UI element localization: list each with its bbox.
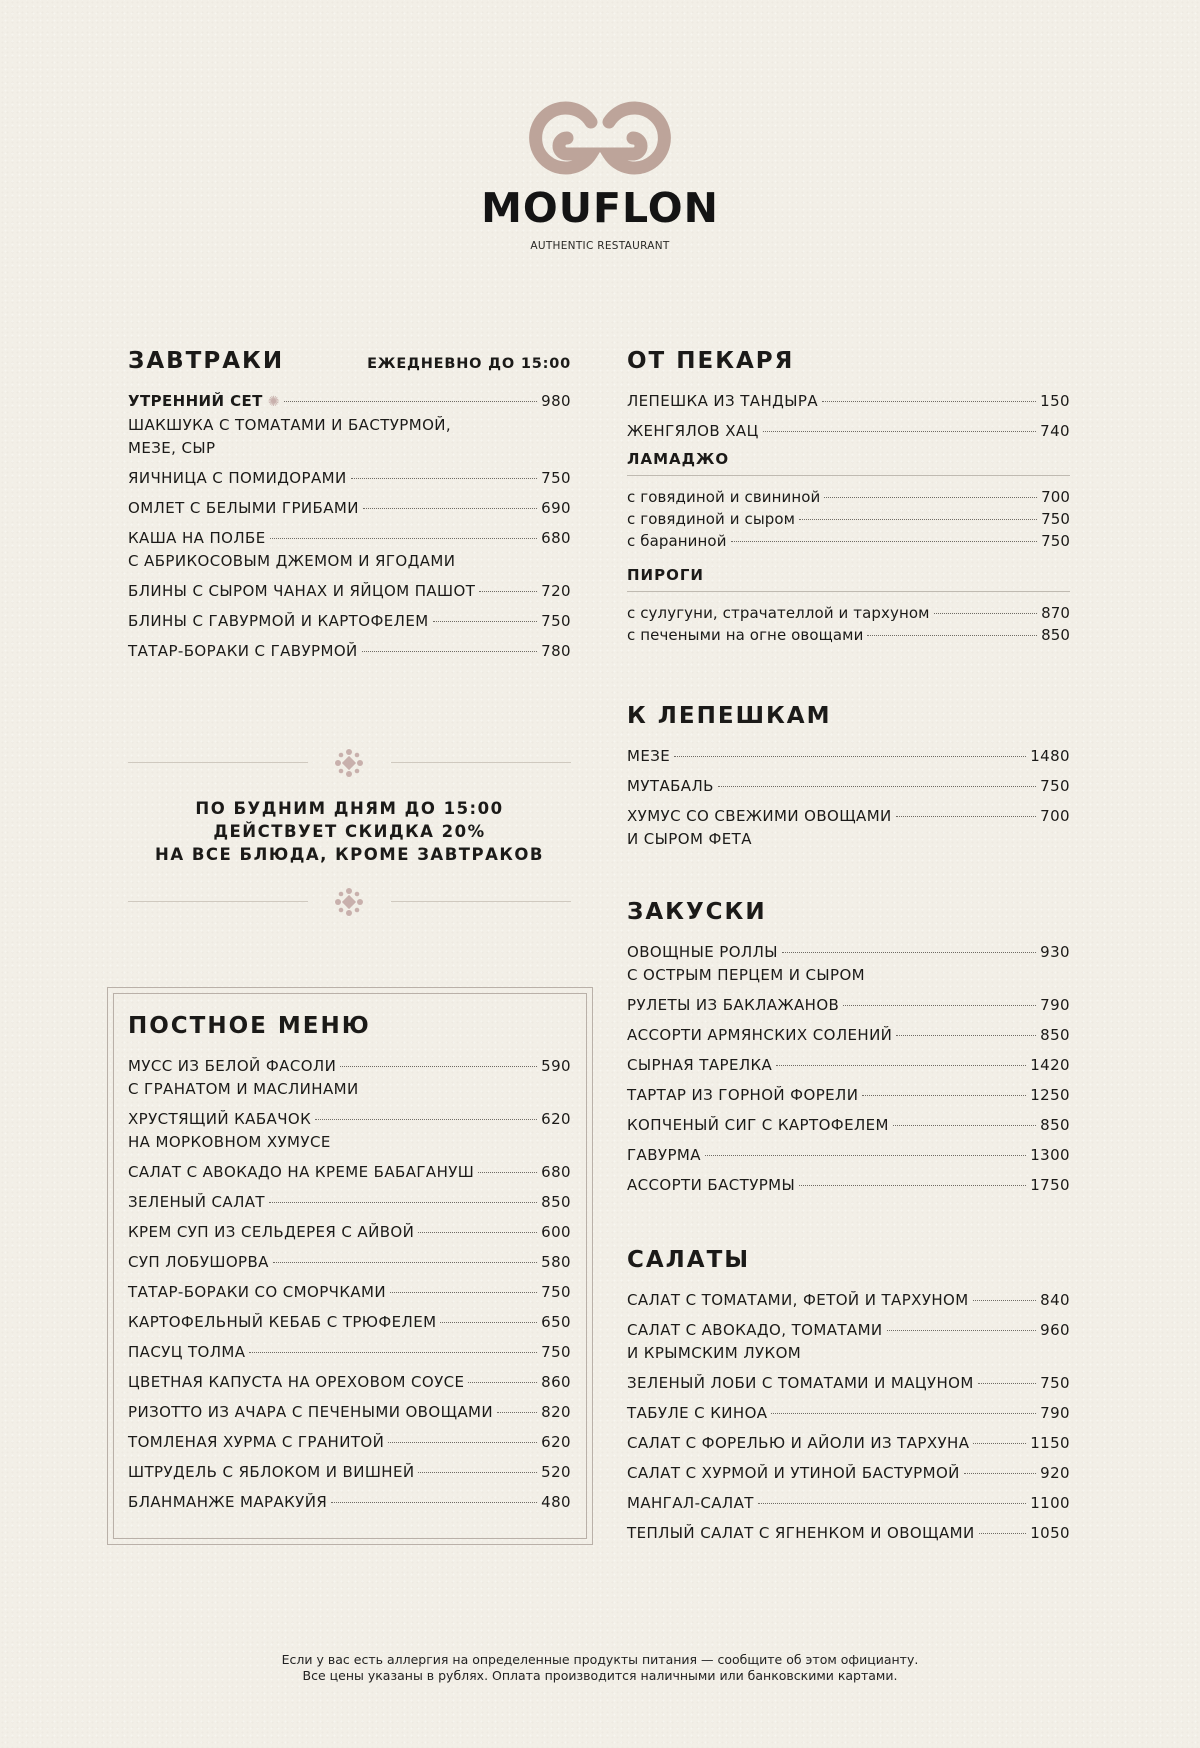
menu-item: [128, 1281, 571, 1304]
item-name: САЛАТ С ХУРМОЙ И УТИНОЙ БАСТУРМОЙ: [627, 1464, 960, 1482]
leader-dots: [964, 1473, 1036, 1474]
item-price: 980: [541, 392, 571, 410]
menu-item: [627, 1462, 1070, 1485]
item-name: МУТАБАЛЬ: [627, 777, 714, 795]
item-price: 720: [541, 582, 571, 600]
menu-item: [128, 390, 571, 460]
section-title: К ЛЕПЕШКАМ: [627, 703, 832, 729]
section-title: САЛАТЫ: [627, 1247, 751, 1273]
item-name: РУЛЕТЫ ИЗ БАКЛАЖАНОВ: [627, 996, 840, 1014]
item-price: 1250: [1030, 1086, 1070, 1104]
item-price: 680: [541, 529, 571, 547]
menu-item: [128, 1191, 571, 1214]
item-price: 1050: [1030, 1524, 1070, 1542]
leader-dots: [771, 1413, 1036, 1414]
item-price: 1100: [1030, 1494, 1070, 1512]
item-description: С ОСТРЫМ ПЕРЦЕМ И СЫРОМ: [627, 966, 866, 984]
item-price: 850: [1040, 1026, 1070, 1044]
footer-note: [0, 1652, 1200, 1684]
item-name: САЛАТ С АВОКАДО, ТОМАТАМИ: [627, 1321, 883, 1339]
item-name: с говядиной и свининой: [627, 488, 821, 506]
item-price: 750: [541, 1343, 571, 1361]
menu-item: [627, 420, 1070, 443]
item-description: ШАКШУКА С ТОМАТАМИ И БАСТУРМОЙ,: [128, 416, 452, 434]
item-name: с печеными на огне овощами: [627, 626, 864, 644]
leader-dots: [979, 1533, 1027, 1534]
item-name: КАША НА ПОЛБЕ: [128, 529, 266, 547]
promo-line: НА ВСЕ БЛЮДА, КРОМЕ ЗАВТРАКОВ: [155, 845, 544, 864]
section-title: ЗАКУСКИ: [627, 899, 767, 925]
leader-dots: [776, 1065, 1026, 1066]
brand-tagline: AUTHENTIC RESTAURANT: [530, 240, 670, 252]
item-description: С ГРАНАТОМ И МАСЛИНАМИ: [128, 1080, 359, 1098]
menu-item: [627, 1084, 1070, 1107]
menu-item: [128, 1311, 571, 1334]
item-name: ТАРТАР ИЗ ГОРНОЙ ФОРЕЛИ: [627, 1086, 859, 1104]
leader-dots: [284, 401, 537, 402]
menu-item: [128, 1371, 571, 1394]
menu-item: [627, 1144, 1070, 1167]
item-description: И СЫРОМ ФЕТА: [627, 830, 752, 848]
leader-dots: [351, 478, 538, 479]
item-price: 520: [541, 1463, 571, 1481]
item-price: 860: [541, 1373, 571, 1391]
item-price: 600: [541, 1223, 571, 1241]
menu-item: [128, 1431, 571, 1454]
ornament-divider: [128, 887, 571, 917]
item-price: 620: [541, 1110, 571, 1128]
leader-dots: [273, 1262, 537, 1263]
menu-item: [627, 1024, 1070, 1047]
item-price: 960: [1040, 1321, 1070, 1339]
leader-dots: [418, 1472, 537, 1473]
item-price: 920: [1040, 1464, 1070, 1482]
leader-dots: [468, 1382, 537, 1383]
ornament-icon: [334, 748, 364, 778]
item-name: МЕЗЕ: [627, 747, 671, 765]
menu-item: [128, 1341, 571, 1364]
item-name: ОМЛЕТ С БЕЛЫМИ ГРИБАМИ: [128, 499, 359, 517]
item-name: КАРТОФЕЛЬНЫЙ КЕБАБ С ТРЮФЕЛЕМ: [128, 1313, 437, 1331]
item-price: 650: [541, 1313, 571, 1331]
item-name: с бараниной: [627, 532, 727, 550]
item-name: САЛАТ С АВОКАДО НА КРЕМЕ БАБАГАНУШ: [128, 1163, 475, 1181]
leader-dots: [896, 1035, 1036, 1036]
item-price: 750: [541, 469, 571, 487]
menu-item: [128, 1251, 571, 1274]
leader-dots: [270, 538, 538, 539]
leader-dots: [418, 1232, 537, 1233]
item-price: 750: [1041, 510, 1070, 528]
item-price: 870: [1041, 604, 1070, 622]
leader-dots: [249, 1352, 537, 1353]
item-price: 930: [1040, 943, 1070, 961]
leader-dots: [478, 1172, 537, 1173]
item-price: 700: [1041, 488, 1070, 506]
leader-dots: [843, 1005, 1036, 1006]
leader-dots: [824, 497, 1037, 498]
leader-dots: [799, 1185, 1026, 1186]
menu-item: [128, 580, 571, 603]
item-price: 590: [541, 1057, 571, 1075]
item-name: КРЕМ СУП ИЗ СЕЛЬДЕРЕЯ С АЙВОЙ: [128, 1223, 415, 1241]
discount-promo: [128, 797, 571, 866]
item-price: 620: [541, 1433, 571, 1451]
menu-item: [128, 467, 571, 490]
section-title: ОТ ПЕКАРЯ: [627, 348, 795, 374]
item-name: ТАТАР-БОРАКИ С ГАВУРМОЙ: [128, 642, 358, 660]
leader-dots: [887, 1330, 1037, 1331]
item-name: САЛАТ С ФОРЕЛЬЮ И АЙОЛИ ИЗ ТАРХУНА: [627, 1434, 970, 1452]
item-price: 850: [1041, 626, 1070, 644]
item-name: СЫРНАЯ ТАРЕЛКА: [627, 1056, 773, 1074]
item-price: 1300: [1030, 1146, 1070, 1164]
item-price: 750: [1040, 777, 1070, 795]
item-price: 790: [1040, 996, 1070, 1014]
ornament-icon: [334, 887, 364, 917]
item-description: С АБРИКОСОВЫМ ДЖЕМОМ И ЯГОДАМИ: [128, 552, 456, 570]
item-price: 690: [541, 499, 571, 517]
menu-item: [128, 1401, 571, 1424]
item-price: 750: [1040, 1374, 1070, 1392]
leader-dots: [782, 952, 1036, 953]
item-name: ТАБУЛЕ С КИНОА: [627, 1404, 768, 1422]
item-name: БЛИНЫ С СЫРОМ ЧАНАХ И ЯЙЦОМ ПАШОТ: [128, 582, 476, 600]
menu-item: [627, 1402, 1070, 1425]
breakfast-section: [128, 346, 571, 670]
promo-line: ПО БУДНИМ ДНЯМ ДО 15:00: [195, 799, 504, 818]
menu-item: [627, 1054, 1070, 1077]
item-name: КОПЧЕНЫЙ СИГ С КАРТОФЕЛЕМ: [627, 1116, 889, 1134]
leader-dots: [674, 756, 1026, 757]
menu-item: [627, 390, 1070, 413]
item-price: 1750: [1030, 1176, 1070, 1194]
leader-dots: [440, 1322, 537, 1323]
item-name: ЖЕНГЯЛОВ ХАЦ: [627, 422, 759, 440]
leader-dots: [867, 635, 1037, 636]
item-price: 740: [1040, 422, 1070, 440]
item-price: 700: [1040, 807, 1070, 825]
item-price: 850: [541, 1193, 571, 1211]
leader-dots: [433, 621, 538, 622]
item-name: МУСС ИЗ БЕЛОЙ ФАСОЛИ: [128, 1057, 337, 1075]
footer-allergy-line: Если у вас есть аллергия на определенные продукты питания — сообщите об этом официанту.: [281, 1652, 919, 1667]
menu-item: [627, 1114, 1070, 1137]
item-name: с говядиной и сыром: [627, 510, 796, 528]
leader-dots: [978, 1383, 1036, 1384]
item-name: ХУМУС СО СВЕЖИМИ ОВОЩАМИ: [627, 807, 892, 825]
item-price: 840: [1040, 1291, 1070, 1309]
leader-dots: [331, 1502, 537, 1503]
menu-item: [627, 775, 1070, 798]
item-price: 750: [1041, 532, 1070, 550]
leader-dots: [973, 1300, 1037, 1301]
menu-item: [627, 1319, 1070, 1365]
item-name: ПАСУЦ ТОЛМА: [128, 1343, 246, 1361]
item-price: 750: [541, 1283, 571, 1301]
subsection-title: ПИРОГИ: [627, 566, 1070, 592]
menu-item: [627, 745, 1070, 768]
menu-item: [128, 1055, 571, 1101]
leader-dots: [340, 1066, 537, 1067]
breakfast-hours: ЕЖЕДНЕВНО ДО 15:00: [367, 356, 571, 372]
item-name: УТРЕННИЙ СЕТ: [128, 392, 263, 410]
brand-name: MOUFLON: [481, 184, 719, 232]
salads-section: [627, 1245, 1070, 1552]
menu-item: [627, 941, 1070, 987]
menu-item: [627, 994, 1070, 1017]
leader-dots: [362, 651, 538, 652]
item-description: И КРЫМСКИМ ЛУКОМ: [627, 1344, 802, 1362]
menu-item: [128, 1461, 571, 1484]
item-name: ЦВЕТНАЯ КАПУСТА НА ОРЕХОВОМ СОУСЕ: [128, 1373, 465, 1391]
leader-dots: [758, 1503, 1026, 1504]
item-name: АССОРТИ АРМЯНСКИХ СОЛЕНИЙ: [627, 1026, 893, 1044]
item-name: ЯИЧНИЦА С ПОМИДОРАМИ: [128, 469, 347, 487]
item-price: 1150: [1030, 1434, 1070, 1452]
leader-dots: [934, 613, 1038, 614]
leader-dots: [388, 1442, 537, 1443]
item-price: 1480: [1030, 747, 1070, 765]
menu-item: [627, 508, 1070, 530]
snowflake-icon: ✺: [267, 394, 280, 410]
footer-payment-line: Все цены указаны в рублях. Оплата производится наличными или банковскими картами.: [302, 1668, 898, 1683]
brand-header: [0, 100, 1200, 252]
item-price: 150: [1040, 392, 1070, 410]
menu-item: [627, 805, 1070, 851]
menu-item: [128, 1221, 571, 1244]
item-price: 1420: [1030, 1056, 1070, 1074]
menu-item: [128, 1108, 571, 1154]
item-price: 680: [541, 1163, 571, 1181]
menu-item: [128, 1161, 571, 1184]
menu-item: [128, 610, 571, 633]
leader-dots: [269, 1202, 537, 1203]
menu-item: [627, 486, 1070, 508]
item-name: РИЗОТТО ИЗ АЧАРА С ПЕЧЕНЫМИ ОВОЩАМИ: [128, 1403, 494, 1421]
item-name: САЛАТ С ТОМАТАМИ, ФЕТОЙ И ТАРХУНОМ: [627, 1291, 969, 1309]
item-name: СУП ЛОБУШОРВА: [128, 1253, 269, 1271]
item-name: ТОМЛЕНАЯ ХУРМА С ГРАНИТОЙ: [128, 1433, 385, 1451]
leader-dots: [497, 1412, 537, 1413]
menu-item: [627, 1289, 1070, 1312]
item-name: ХРУСТЯЩИЙ КАБАЧОК: [128, 1110, 312, 1128]
bakery-section: [627, 346, 1070, 660]
item-name: БЛИНЫ С ГАВУРМОЙ И КАРТОФЕЛЕМ: [128, 612, 429, 630]
promo-line: ДЕЙСТВУЕТ СКИДКА 20%: [213, 822, 486, 841]
leader-dots: [315, 1119, 537, 1120]
menu-item: [128, 527, 571, 573]
item-price: 750: [541, 612, 571, 630]
leader-dots: [799, 519, 1037, 520]
menu-item: [627, 624, 1070, 646]
item-description: НА МОРКОВНОМ ХУМУСЕ: [128, 1133, 331, 1151]
menu-item: [627, 1432, 1070, 1455]
leader-dots: [822, 401, 1036, 402]
item-name: ОВОЩНЫЕ РОЛЛЫ: [627, 943, 778, 961]
leader-dots: [862, 1095, 1026, 1096]
item-description: МЕЗЕ, СЫР: [128, 439, 216, 457]
item-name: ЛЕПЕШКА ИЗ ТАНДЫРА: [627, 392, 819, 410]
item-price: 480: [541, 1493, 571, 1511]
item-name: БЛАНМАНЖЕ МАРАКУЙЯ: [128, 1493, 328, 1511]
leader-dots: [705, 1155, 1026, 1156]
flatbread-section: [627, 701, 1070, 858]
item-name: ШТРУДЕЛЬ С ЯБЛОКОМ И ВИШНЕЙ: [128, 1463, 415, 1481]
item-name: ГАВУРМА: [627, 1146, 701, 1164]
leader-dots: [896, 816, 1036, 817]
leader-dots: [731, 541, 1038, 542]
menu-item: [128, 640, 571, 663]
leader-dots: [363, 508, 537, 509]
item-name: АССОРТИ БАСТУРМЫ: [627, 1176, 796, 1194]
leader-dots: [718, 786, 1036, 787]
subsection-title: ЛАМАДЖО: [627, 450, 1070, 476]
item-price: 780: [541, 642, 571, 660]
section-title: ЗАВТРАКИ: [128, 348, 285, 374]
item-name: ЗЕЛЕНЫЙ САЛАТ: [128, 1193, 265, 1211]
menu-item: [128, 497, 571, 520]
leader-dots: [479, 591, 537, 592]
item-name: ЗЕЛЕНЫЙ ЛОБИ С ТОМАТАМИ И МАЦУНОМ: [627, 1374, 974, 1392]
menu-item: [627, 1492, 1070, 1515]
menu-item: [627, 1372, 1070, 1395]
double-horn-logo-icon: [525, 100, 675, 176]
menu-item: [627, 530, 1070, 552]
lent-menu-section: [128, 1011, 571, 1521]
leader-dots: [390, 1292, 537, 1293]
section-title: ПОСТНОЕ МЕНЮ: [128, 1013, 371, 1039]
menu-item: [128, 1491, 571, 1514]
leader-dots: [893, 1125, 1036, 1126]
item-name: с сулугуни, страчателлой и тархуном: [627, 604, 930, 622]
leader-dots: [973, 1443, 1026, 1444]
starters-section: [627, 897, 1070, 1204]
item-price: 580: [541, 1253, 571, 1271]
item-price: 850: [1040, 1116, 1070, 1134]
item-price: 820: [541, 1403, 571, 1421]
leader-dots: [763, 431, 1037, 432]
menu-item: [627, 1174, 1070, 1197]
menu-item: [627, 602, 1070, 624]
item-name: ТАТАР-БОРАКИ СО СМОРЧКАМИ: [128, 1283, 387, 1301]
item-name: МАНГАЛ-САЛАТ: [627, 1494, 754, 1512]
ornament-divider: [128, 748, 571, 778]
menu-item: [627, 1522, 1070, 1545]
item-name: ТЕПЛЫЙ САЛАТ С ЯГНЕНКОМ И ОВОЩАМИ: [627, 1524, 975, 1542]
item-price: 790: [1040, 1404, 1070, 1422]
